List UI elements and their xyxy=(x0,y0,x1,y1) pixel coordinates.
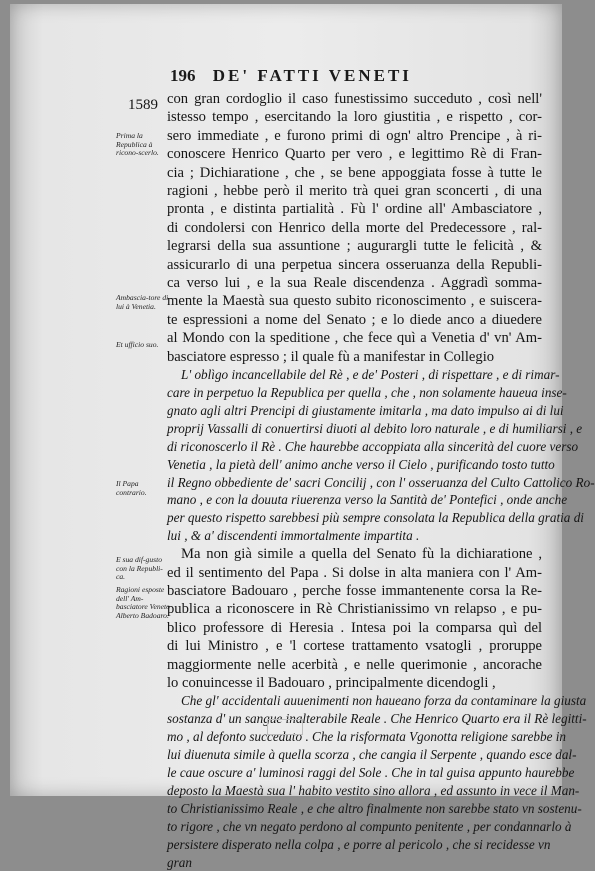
text-line: di lui Ministro , e 'l cortese trattamento vsatogli , proruppe xyxy=(167,638,542,655)
quoted-passage xyxy=(167,366,595,545)
margin-note: Ragioni esposte dell' Am-basciatore Veneto Alberto Badoaro. xyxy=(116,585,170,620)
margin-note: Et ufficio suo. xyxy=(116,340,159,349)
margin-note: Il Papa contrario. xyxy=(116,479,147,497)
running-header xyxy=(170,66,510,86)
text-line: mano , e con la douuta riuerenza verso la Santità de' Pontefici , onde anche xyxy=(167,492,568,508)
text-line: lui diuenuta simile à quella scorza , che cangia il Serpente , quando esce dal- xyxy=(167,747,577,763)
text-line: per questo rispetto sarebbesi più sempre consolata la Republica della gratia di xyxy=(167,510,584,526)
text-line: gran xyxy=(167,854,192,870)
text-line: Che gl' accidentali auuenimenti non haueano forza da contaminare la giusta xyxy=(181,693,587,709)
book-page xyxy=(10,4,595,870)
text-line: ca verso lui , e la sua Reale discendenza . Aggradì somma- xyxy=(167,275,542,292)
text-line: lo conuincesse il Badouaro , principalmente dicendogli , xyxy=(167,675,496,691)
text-line: L' oblìgo incancellabile del Rè , e de' Posteri , di rispettare , e di rimar- xyxy=(181,367,560,383)
text-line: basciatore Badouaro , perche fosse immantenente corsa la Re- xyxy=(167,582,542,599)
text-line: ragioni , hebbe però il merito trà quei gran sconcerti , di una xyxy=(167,183,542,200)
text-line: ed il sentimento del Papa . Si dolse in alta maniera con l' Am- xyxy=(167,564,542,581)
text-line: to Christianissimo Reale , e che altro finalmente non sarebbe stato vn sostenu- xyxy=(167,800,582,816)
text-line: Venetia , la pietà dell' animo anche verso il Cielo , purificando tosto tutto xyxy=(167,456,555,472)
margin-note: E sua dif-gusto con la Republi-ca. xyxy=(116,555,163,582)
body-text xyxy=(167,90,595,871)
text-line: maggiormente nelle acerbità , e nelle querimonie , ancorache xyxy=(167,656,542,673)
text-line: basciatore espresso ; il quale fù a manifestar in Collegio xyxy=(167,348,495,365)
paragraph xyxy=(167,90,542,366)
text-line: conoscere Henrico Quarto per vero , e legittimo Rè di Fran- xyxy=(167,146,542,163)
paragraph xyxy=(167,545,542,692)
text-line: legrarsi della sua assuntione ; augurargli tutte le felicità , & xyxy=(167,238,542,255)
text-line: istesso tempo , esercitando la loro giustitia , e rispetto , cor- xyxy=(167,109,542,126)
text-line: il Regno obbediente de' sacri Concilij , con l' osseruanza del Culto Cattolico Ro- xyxy=(167,474,595,490)
text-line: con gran cordoglio il caso funestissimo succeduto , così nell' xyxy=(167,91,542,107)
text-line: sostanza d' un sangue inalterabile Reale . Che Henrico Quarto era il Rè legitti- xyxy=(167,711,587,727)
text-line: blico professore di Heresia . Intesa poi la comparsa quì del xyxy=(167,619,542,636)
text-line: mente la Maestà sua questo subito riconoscimento , e suiscera- xyxy=(167,293,542,310)
margin-note: Prima la Republica à ricono-scerlo. xyxy=(116,131,159,158)
margin-note: Ambascia-tore di lui à Venetia. xyxy=(116,293,169,311)
text-line: al Mondo con la speditione , che fece quì a Venetia d' vn' Am- xyxy=(167,330,542,347)
text-line: to rigore , che vn negato perdono al compunto penitente , per condannarlo à xyxy=(167,818,572,834)
text-line: lui , & a' discendenti immortalmente impartita . xyxy=(167,528,420,544)
text-line: gnato agli altri Prencipi di giustamente imitarla , ma dato impulso ai di lui xyxy=(167,402,564,418)
library-stamp xyxy=(267,719,303,735)
text-line: pronta , e distinta partialità . Fù l' ordine all' Ambasciatore , xyxy=(167,201,542,218)
text-line: te espressioni a nome del Senato ; e lo diede anco a diuedere xyxy=(167,311,542,328)
page-number: 196 xyxy=(170,66,196,85)
text-line: proprij Vassalli di conuertirsi diuoti al debito loro naturale , e di humiliarsi , e xyxy=(167,420,583,436)
text-line: persistere disperato nella colpa , e porre al pericolo , che si recidesse vn xyxy=(167,836,551,852)
text-line: di condolersi con Henrico della morte del Predecessore , ral- xyxy=(167,219,542,236)
text-line: assicurarlo di una perpetua sincera osseruanza della Republi- xyxy=(167,256,542,273)
text-line: le caue oscure a' luminosi raggi del Sole . Che in tal guisa appunto haurebbe xyxy=(167,765,575,781)
running-title: DE' FATTI VENETI xyxy=(212,66,412,85)
text-line: mo , al defonto succeduto . Che la risformata Vgonotta religione sarebbe in xyxy=(167,729,567,745)
text-line: Ma non già simile a quella del Senato fù la dichiaratione , xyxy=(181,546,542,563)
text-line: deposto la Maestà sua l' habito vestito sino allora , ed assunto in vece il Man- xyxy=(167,782,580,798)
text-line: cia ; Dichiaratione , che , se bene appoggiata fosse à tutte le xyxy=(167,164,542,181)
year-marginal: 1589 xyxy=(128,97,158,113)
text-line: care in perpetuo la Republica per quella , che , non solamente haueua inse- xyxy=(167,385,567,400)
text-line: sero immediate , e furono primi di ogn' altro Prencipe , à ri- xyxy=(167,127,542,144)
text-line: di riconoscerlo il Rè . Che haurebbe accoppiata alla sincerità del cuore verso xyxy=(167,438,579,454)
quoted-passage xyxy=(167,692,587,871)
text-line: publica a riconoscere in Rè Christianissimo vn relapso , e pu- xyxy=(167,601,542,618)
